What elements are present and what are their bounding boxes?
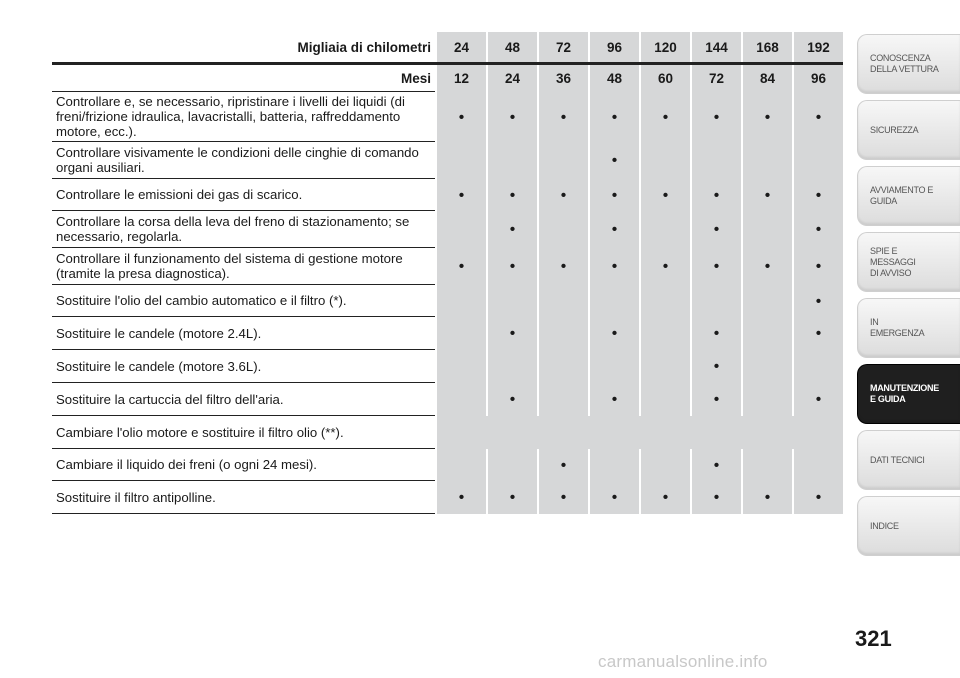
interval-cell <box>539 92 588 142</box>
tab-in-emergenza[interactable]: IN EMERGENZA <box>857 298 960 358</box>
interval-cell <box>437 92 486 142</box>
interval-cell <box>539 383 588 416</box>
interval-cell <box>794 350 843 383</box>
km-header-120: 120 <box>641 32 690 62</box>
interval-cell <box>437 179 486 211</box>
interval-cell <box>641 285 690 317</box>
maintenance-dot: • <box>764 258 771 275</box>
interval-cell <box>794 142 843 179</box>
interval-cell <box>539 142 588 179</box>
interval-cell <box>590 383 639 416</box>
table-row <box>52 449 843 481</box>
interval-cell <box>488 317 537 350</box>
maintenance-dot: • <box>713 258 720 275</box>
header-km-label: Migliaia di chilometri <box>297 39 431 55</box>
maintenance-dot: • <box>560 456 567 474</box>
tab-sicurezza[interactable]: SICUREZZA <box>857 100 960 160</box>
task-label: Sostituire l'olio del cambio automatico e il filtro (*). <box>52 285 435 317</box>
km-header-72: 72 <box>539 32 588 62</box>
table-row <box>52 383 843 416</box>
interval-cell <box>794 481 843 514</box>
tab-indice[interactable]: INDICE <box>857 496 960 556</box>
interval-cell <box>590 179 639 211</box>
maintenance-dot: • <box>713 489 720 506</box>
maintenance-dot: • <box>611 186 618 204</box>
tab-spie-e-messaggi-di-avviso[interactable]: SPIE E MESSAGGI DI AVVISO <box>857 232 960 292</box>
interval-cell <box>743 481 792 514</box>
task-label: Cambiare il liquido dei freni (o ogni 24 mesi). <box>52 449 435 481</box>
interval-cell <box>692 383 741 416</box>
interval-cell <box>539 285 588 317</box>
task-label: Sostituire la cartuccia del filtro dell'aria. <box>52 383 435 416</box>
table-row <box>52 248 843 285</box>
header-months-label: Mesi <box>52 65 435 92</box>
maintenance-dot: • <box>611 152 618 169</box>
km-header-192: 192 <box>794 32 843 62</box>
interval-cell <box>488 179 537 211</box>
maintenance-dot: • <box>662 258 669 275</box>
maintenance-dot: • <box>815 108 822 126</box>
interval-cell <box>488 92 537 142</box>
chapter-tabs <box>857 34 960 562</box>
maintenance-dot: • <box>509 325 516 342</box>
maintenance-dot: • <box>764 489 771 506</box>
interval-cell <box>590 449 639 481</box>
maintenance-dot: • <box>764 186 771 204</box>
month-header-96: 96 <box>794 65 843 92</box>
interval-cell <box>743 449 792 481</box>
km-header-168: 168 <box>743 32 792 62</box>
merged-interval-cell <box>437 416 843 449</box>
maintenance-dot: • <box>611 489 618 506</box>
table-row <box>52 350 843 383</box>
page-number: 321 <box>855 626 892 651</box>
task-label: Controllare la corsa della leva del freno di stazionamento; se necessario, regolarla. <box>52 211 435 248</box>
maintenance-dot: • <box>458 186 465 204</box>
interval-cell <box>641 92 690 142</box>
task-label: Sostituire le candele (motore 3.6L). <box>52 350 435 383</box>
interval-cell <box>539 350 588 383</box>
interval-cell <box>743 142 792 179</box>
interval-cell <box>692 285 741 317</box>
interval-cell <box>641 383 690 416</box>
interval-cell <box>539 248 588 285</box>
maintenance-dot: • <box>713 358 720 375</box>
interval-cell <box>692 248 741 285</box>
interval-cell <box>539 211 588 248</box>
interval-cell <box>590 248 639 285</box>
month-header-36: 36 <box>539 65 588 92</box>
tab-manutenzione-e-guida[interactable]: MANUTENZIONE E GUIDA <box>857 364 960 424</box>
interval-cell <box>794 248 843 285</box>
maintenance-dot: • <box>713 108 720 126</box>
interval-cell <box>641 248 690 285</box>
month-header-72: 72 <box>692 65 741 92</box>
month-header-12: 12 <box>437 65 486 92</box>
table-row <box>52 481 843 514</box>
task-label: Controllare il funzionamento del sistema di gestione motore (tramite la presa diagnostica). <box>52 248 435 285</box>
interval-cell <box>437 211 486 248</box>
interval-cell <box>743 92 792 142</box>
interval-cell <box>590 285 639 317</box>
maintenance-dot: • <box>662 186 669 204</box>
tab-avviamento-e-guida[interactable]: AVVIAMENTO E GUIDA <box>857 166 960 226</box>
table-row <box>52 285 843 317</box>
interval-cell <box>743 248 792 285</box>
maintenance-dot: • <box>560 186 567 204</box>
interval-cell <box>641 481 690 514</box>
interval-cell <box>437 248 486 285</box>
interval-cell <box>794 92 843 142</box>
interval-cell <box>488 350 537 383</box>
interval-cell <box>590 92 639 142</box>
interval-cell <box>488 383 537 416</box>
interval-cell <box>743 179 792 211</box>
interval-cell <box>590 211 639 248</box>
month-header-24: 24 <box>488 65 537 92</box>
maintenance-dot: • <box>815 391 822 408</box>
interval-cell <box>590 142 639 179</box>
interval-cell <box>743 211 792 248</box>
interval-cell <box>488 142 537 179</box>
km-header-24: 24 <box>437 32 486 62</box>
tab-dati-tecnici[interactable]: DATI TECNICI <box>857 430 960 490</box>
interval-cell <box>743 350 792 383</box>
maintenance-dot: • <box>662 108 669 126</box>
maintenance-dot: • <box>662 489 669 506</box>
month-header-84: 84 <box>743 65 792 92</box>
maintenance-table <box>52 32 843 514</box>
month-header-60: 60 <box>641 65 690 92</box>
maintenance-dot: • <box>764 108 771 126</box>
interval-cell <box>590 350 639 383</box>
task-label: Sostituire il filtro antipolline. <box>52 481 435 514</box>
maintenance-dot: • <box>713 186 720 204</box>
table-row <box>52 92 843 142</box>
interval-cell <box>794 449 843 481</box>
header-row-km <box>52 32 843 62</box>
maintenance-dot: • <box>509 221 516 238</box>
maintenance-dot: • <box>713 221 720 238</box>
maintenance-dot: • <box>560 258 567 275</box>
interval-cell <box>539 179 588 211</box>
maintenance-dot: • <box>458 489 465 506</box>
maintenance-dot: • <box>509 108 516 126</box>
maintenance-dot: • <box>611 391 618 408</box>
maintenance-dot: • <box>713 456 720 474</box>
interval-cell <box>437 383 486 416</box>
maintenance-dot: • <box>815 258 822 275</box>
maintenance-dot: • <box>713 325 720 342</box>
interval-cell <box>641 142 690 179</box>
interval-cell <box>743 317 792 350</box>
table-row <box>52 317 843 350</box>
interval-cell <box>488 285 537 317</box>
task-label: Cambiare l'olio motore e sostituire il filtro olio (**). <box>52 416 435 449</box>
table-row <box>52 416 843 449</box>
interval-cell <box>743 285 792 317</box>
header-row-months <box>52 62 843 92</box>
interval-cell <box>437 481 486 514</box>
interval-cell <box>488 248 537 285</box>
task-label: Controllare e, se necessario, ripristinare i livelli dei liquidi (di freni/frizione idraulica, lavacristalli, batteria, raffreddamento motore, ecc.). <box>52 92 435 142</box>
interval-cell <box>437 350 486 383</box>
interval-cell <box>437 142 486 179</box>
interval-cell <box>692 481 741 514</box>
interval-cell <box>539 481 588 514</box>
km-header-48: 48 <box>488 32 537 62</box>
maintenance-dot: • <box>560 108 567 126</box>
maintenance-dot: • <box>815 489 822 506</box>
interval-cell <box>641 449 690 481</box>
maintenance-dot: • <box>509 391 516 408</box>
table-row <box>52 179 843 211</box>
maintenance-dot: • <box>815 325 822 342</box>
interval-cell <box>692 449 741 481</box>
interval-cell <box>692 142 741 179</box>
maintenance-dot: • <box>815 292 822 310</box>
maintenance-dot: • <box>509 186 516 204</box>
interval-cell <box>488 449 537 481</box>
task-label: Controllare visivamente le condizioni delle cinghie di comando organi ausiliari. <box>52 142 435 179</box>
table-row <box>52 211 843 248</box>
km-header-96: 96 <box>590 32 639 62</box>
interval-cell <box>437 449 486 481</box>
maintenance-dot: • <box>458 108 465 126</box>
task-label: Controllare le emissioni dei gas di scarico. <box>52 179 435 211</box>
maintenance-dot: • <box>815 221 822 238</box>
task-label: Sostituire le candele (motore 2.4L). <box>52 317 435 350</box>
interval-cell <box>641 350 690 383</box>
interval-cell <box>794 211 843 248</box>
interval-cell <box>539 449 588 481</box>
interval-cell <box>539 317 588 350</box>
interval-cell <box>794 179 843 211</box>
maintenance-dot: • <box>509 258 516 275</box>
interval-cell <box>794 317 843 350</box>
interval-cell <box>641 317 690 350</box>
maintenance-dot: • <box>560 489 567 506</box>
interval-cell <box>794 383 843 416</box>
maintenance-dot: • <box>815 186 822 204</box>
interval-cell <box>488 211 537 248</box>
tab-conoscenza-della-vettura[interactable]: CONOSCENZA DELLA VETTURA <box>857 34 960 94</box>
month-header-48: 48 <box>590 65 639 92</box>
interval-cell <box>641 211 690 248</box>
interval-cell <box>692 317 741 350</box>
interval-cell <box>488 481 537 514</box>
interval-cell <box>692 350 741 383</box>
watermark: carmanualsonline.info <box>598 652 768 671</box>
table-row <box>52 142 843 179</box>
maintenance-dot: • <box>611 108 618 126</box>
interval-cell <box>743 383 792 416</box>
maintenance-dot: • <box>611 221 618 238</box>
maintenance-dot: • <box>509 489 516 506</box>
interval-cell <box>692 211 741 248</box>
maintenance-dot: • <box>713 391 720 408</box>
maintenance-dot: • <box>458 258 465 275</box>
interval-cell <box>437 317 486 350</box>
interval-cell <box>590 317 639 350</box>
interval-cell <box>641 179 690 211</box>
maintenance-dot: • <box>611 325 618 342</box>
maintenance-dot: • <box>611 258 618 275</box>
km-header-144: 144 <box>692 32 741 62</box>
interval-cell <box>437 285 486 317</box>
interval-cell <box>590 481 639 514</box>
interval-cell <box>794 285 843 317</box>
interval-cell <box>692 92 741 142</box>
interval-cell <box>692 179 741 211</box>
